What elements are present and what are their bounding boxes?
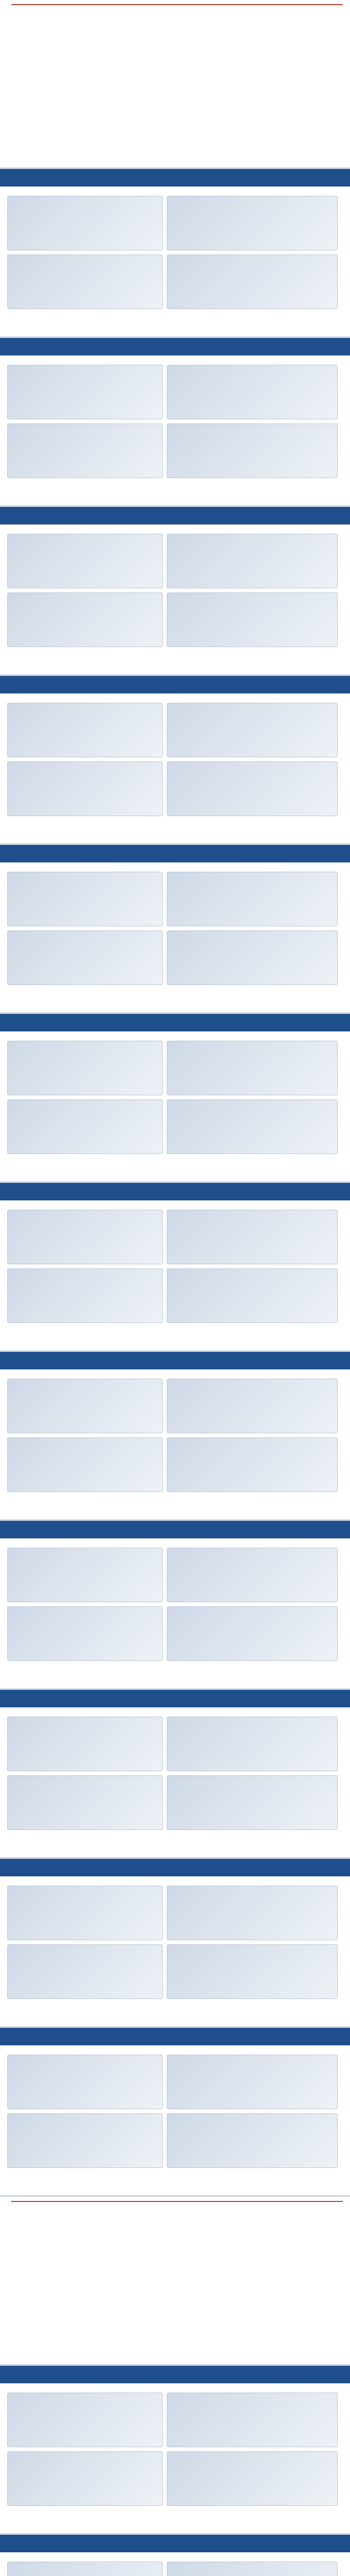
slide-figure <box>167 1886 338 1940</box>
slide-title-band <box>0 676 350 693</box>
slide-figure <box>167 1944 338 1999</box>
slide-body <box>0 524 350 652</box>
slide-footer <box>0 1341 350 1350</box>
slide-body <box>0 1876 350 2004</box>
slide-figure <box>7 2562 163 2576</box>
slide-figure <box>7 2113 163 2168</box>
slide-footer <box>0 1172 350 1181</box>
slide-body <box>0 862 350 990</box>
slide-body <box>0 1707 350 1835</box>
slide-figure <box>167 1210 338 1264</box>
slide-figure <box>7 2393 163 2447</box>
slide-figure <box>7 1099 163 1154</box>
slide-figure <box>167 1268 338 1323</box>
slide-figure <box>167 761 338 816</box>
slide-body <box>0 355 350 483</box>
slide-figure <box>7 423 163 478</box>
slide-figure-panel <box>7 1886 343 1999</box>
slide-footer <box>0 1003 350 1012</box>
slide-figure <box>167 1437 338 1492</box>
slide-title-band <box>0 338 350 355</box>
slide-figure-panel <box>7 703 343 816</box>
slide-figure <box>167 872 338 926</box>
slide-title-band <box>0 2535 350 2552</box>
slide-footer <box>0 1679 350 1688</box>
slide-title-band <box>0 2028 350 2045</box>
slide-content <box>0 845 350 1014</box>
slide-title-band <box>0 1014 350 1031</box>
slide-footer <box>0 665 350 674</box>
slide-body <box>0 1369 350 1497</box>
slide-footer <box>0 1510 350 1519</box>
slide-title-band <box>0 1183 350 1200</box>
slide-figure <box>167 2113 338 2168</box>
slide-figure-panel <box>7 534 343 647</box>
slide-body <box>0 187 350 314</box>
slide-body <box>0 1200 350 1328</box>
slide-figure <box>7 534 163 588</box>
slide-body <box>0 1031 350 1159</box>
slide-figure <box>167 1379 338 1433</box>
slide-figure <box>167 534 338 588</box>
slide-figure <box>167 930 338 985</box>
slide-figure <box>167 2451 338 2506</box>
slide-figure <box>7 2451 163 2506</box>
slide-figure-panel <box>7 1548 343 1661</box>
toc-heading-rule <box>11 4 343 5</box>
slide-figure <box>167 2562 338 2576</box>
slide-figure <box>167 2055 338 2109</box>
slide-figure <box>7 930 163 985</box>
slide-content <box>0 1352 350 1521</box>
slide-figure-panel <box>7 872 343 985</box>
slide-figure <box>167 1548 338 1602</box>
slide-figure-panel <box>7 1717 343 1830</box>
slide-figure-panel <box>7 1041 343 1154</box>
slide-content <box>0 2535 350 2576</box>
toc-list <box>0 9 350 22</box>
slide-figure <box>167 703 338 757</box>
slide-figure <box>7 1268 163 1323</box>
slide-body <box>0 2045 350 2173</box>
slide-figure <box>7 255 163 309</box>
slide-figure <box>7 1437 163 1492</box>
slide-title-band <box>0 845 350 862</box>
slide-footer <box>0 1848 350 1857</box>
slide-figure <box>7 703 163 757</box>
slide-figure <box>167 196 338 250</box>
slide-figure <box>7 872 163 926</box>
slide-figure <box>7 1717 163 1771</box>
toc-heading <box>0 0 350 9</box>
slide-toc <box>0 2197 350 2366</box>
slide-title-band <box>0 1690 350 1707</box>
slide-figure <box>7 1379 163 1433</box>
slide-figure <box>7 1886 163 1940</box>
slide-figure <box>167 2393 338 2447</box>
toc-heading-rule <box>11 2201 343 2202</box>
slide-figure-panel <box>7 1210 343 1323</box>
slide-figure-panel <box>7 2055 343 2168</box>
slide-figure-panel <box>7 1379 343 1492</box>
slide-title-band <box>0 2366 350 2383</box>
slide-figure <box>167 1775 338 1830</box>
slide-toc <box>0 0 350 169</box>
slide-title-band <box>0 507 350 524</box>
slide-figure <box>7 1041 163 1095</box>
slide-figure-panel <box>7 2562 343 2576</box>
slide-footer <box>0 834 350 843</box>
slide-footer <box>0 2524 350 2533</box>
slide-figure <box>7 1775 163 1830</box>
slide-content <box>0 1183 350 1352</box>
slide-figure <box>7 1548 163 1602</box>
slide-figure <box>7 1606 163 1661</box>
slide-figure <box>7 761 163 816</box>
slide-figure <box>167 255 338 309</box>
slide-figure <box>167 1717 338 1771</box>
slide-figure <box>167 365 338 419</box>
slide-figure <box>167 592 338 647</box>
slide-content <box>0 1014 350 1183</box>
slide-footer <box>0 496 350 505</box>
toc-list <box>0 2206 350 2218</box>
slide-footer <box>0 2017 350 2026</box>
slide-title-band <box>0 1859 350 1876</box>
slide-title-band <box>0 1352 350 1369</box>
slide-figure-panel <box>7 196 343 309</box>
slide-content <box>0 507 350 676</box>
slide-content <box>0 338 350 507</box>
slide-body <box>0 2383 350 2511</box>
slide-figure <box>7 1210 163 1264</box>
slide-body <box>0 1538 350 1666</box>
toc-heading <box>0 2197 350 2206</box>
slide-body <box>0 693 350 821</box>
slide-content <box>0 169 350 338</box>
slide-figure-panel <box>7 2393 343 2506</box>
slide-title-band <box>0 169 350 187</box>
slide-figure <box>7 1944 163 1999</box>
slide-figure <box>7 196 163 250</box>
slide-figure <box>7 365 163 419</box>
slide-figure <box>167 1041 338 1095</box>
slide-figure-panel <box>7 365 343 478</box>
slide-content <box>0 1521 350 1690</box>
slide-body <box>0 2552 350 2576</box>
slide-figure <box>167 1099 338 1154</box>
slide-footer <box>0 2186 350 2195</box>
slide-figure <box>167 423 338 478</box>
slide-content <box>0 2366 350 2535</box>
slide-content <box>0 676 350 845</box>
slide-figure <box>7 592 163 647</box>
slide-footer <box>0 327 350 336</box>
slide-content <box>0 1690 350 1859</box>
slide-figure <box>167 1606 338 1661</box>
slide-title-band <box>0 1521 350 1538</box>
slide-figure <box>7 2055 163 2109</box>
slide-content <box>0 1859 350 2028</box>
slide-content <box>0 2028 350 2197</box>
